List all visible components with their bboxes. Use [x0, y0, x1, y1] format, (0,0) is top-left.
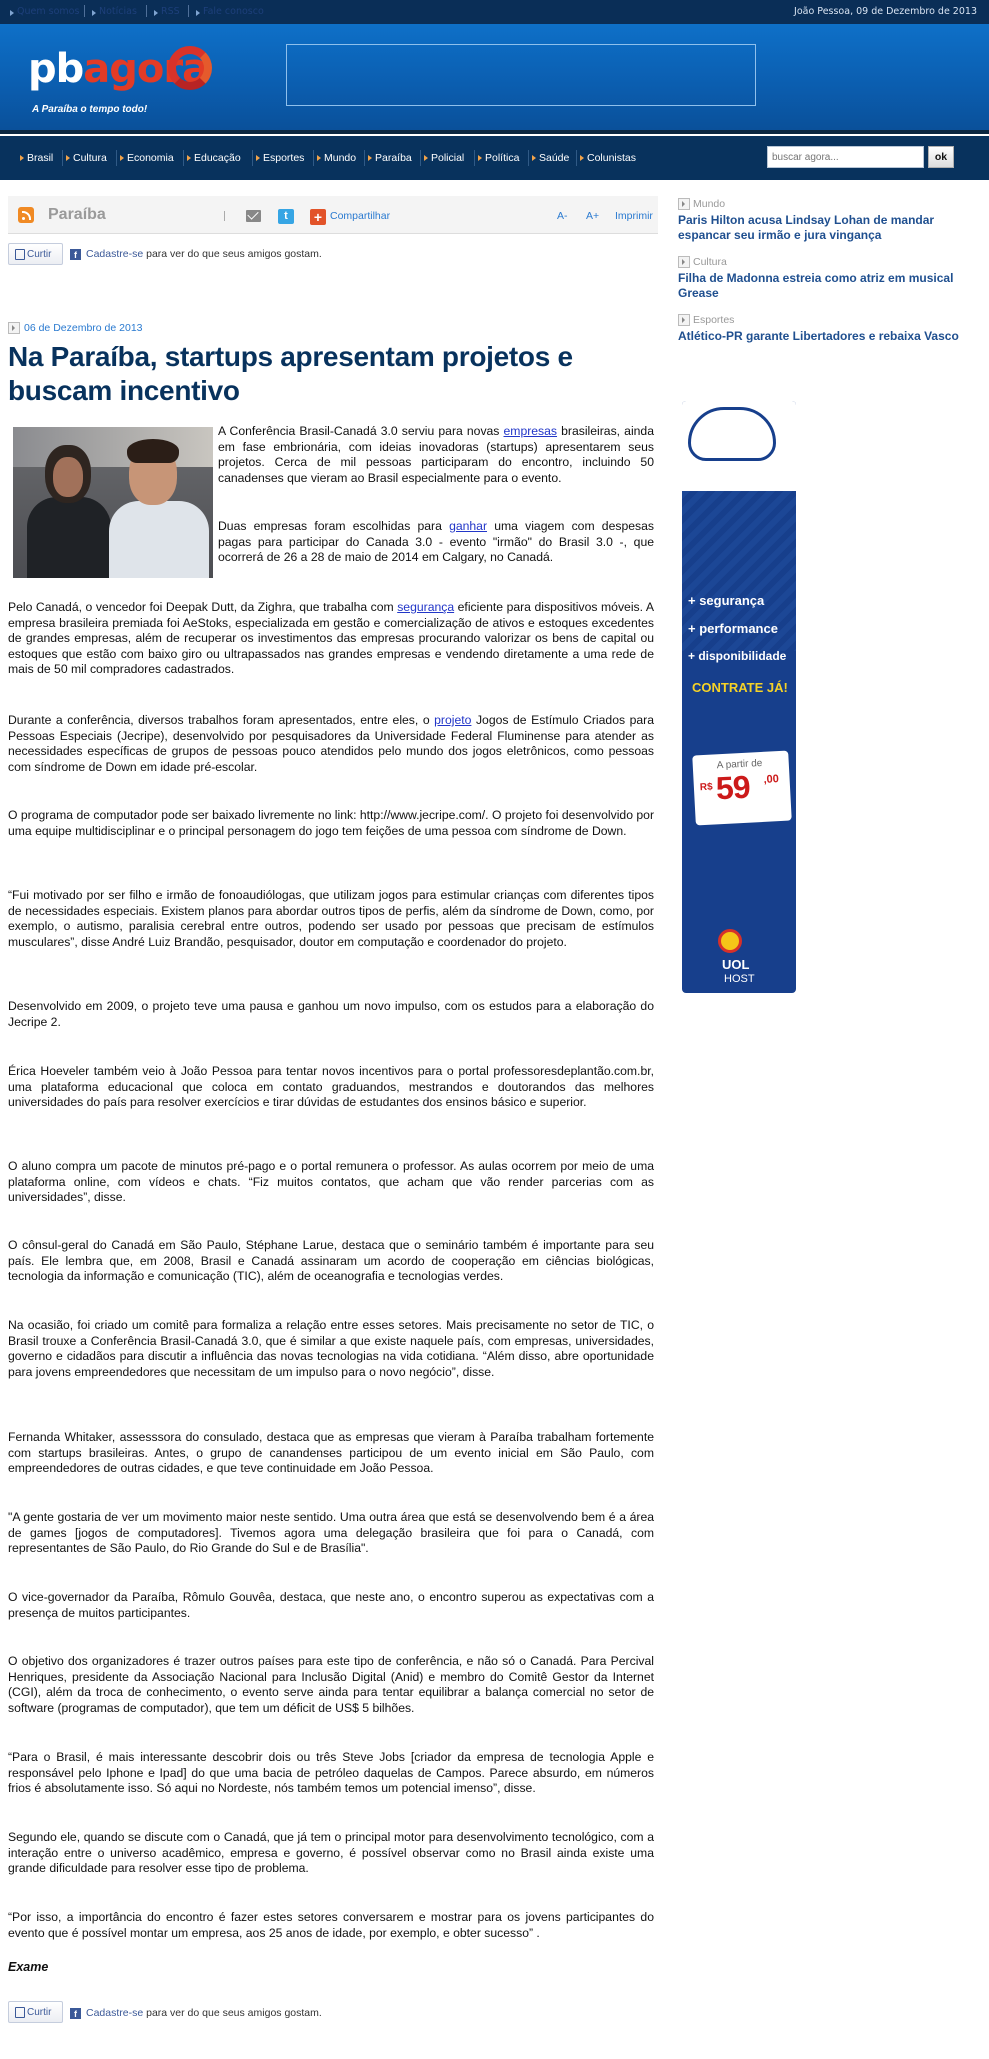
- banner: [0, 24, 989, 134]
- topbar-link-fale-conosco[interactable]: Fale conosco: [196, 6, 264, 17]
- nav-item-colunistas[interactable]: Colunistas: [580, 152, 636, 164]
- sidebar-news-item: [678, 314, 978, 344]
- divider: [528, 150, 529, 166]
- section-toolbar: [8, 196, 658, 234]
- nav-item-esportes[interactable]: Esportes: [256, 152, 304, 164]
- nav-item-policial[interactable]: Policial: [424, 152, 464, 164]
- article-paragraph: Na ocasião, foi criado um comitê para formaliza a relação entre esses setores. Mais precisamente no setor de TIC, o Brasil trouxe a Conferência Brasil-Canadá 3.0, que é similar a que existe naquele país, com empresas, universidades, governo e cidadãos para discutir a influência das novas tecnologias na vida cotidiana. “Além disso, abre oportunidade para jovens empreendedores que necessitam de um impulso para o novo negócio”, disse.: [8, 1318, 654, 1379]
- inline-link-ganhar[interactable]: ganhar: [449, 519, 488, 533]
- facebook-icon: f: [70, 249, 81, 260]
- article-headline: Na Paraíba, startups apresentam projetos e buscam incentivo: [8, 341, 573, 406]
- twitter-icon[interactable]: t: [278, 209, 294, 224]
- article-paragraph: “Fui motivado por ser filho e irmão de fonoaudiólogas, que utilizam jogos para estimular crianças com diferentes tipos de necessidades especiais. Existem planos para abordar outros tipos de perfis, além da síndrome de Down, como, por exemplo, o autismo, paralisia cerebral entre outros, podendo ser usado por pessoas que precisam de estímulos musculares”, disse André Luiz Brandão, pesquisador, doutor em computação e coordenador do projeto.: [8, 888, 654, 949]
- rss-icon[interactable]: [18, 207, 34, 223]
- sidebar-news-category[interactable]: Esportes: [678, 314, 978, 326]
- top-bar: [0, 0, 989, 24]
- addthis-plus-icon[interactable]: +: [310, 209, 326, 225]
- inline-link-empresas[interactable]: empresas: [503, 424, 558, 438]
- nav-item-brasil[interactable]: Brasil: [20, 152, 53, 164]
- facebook-signup-text-bottom: f Cadastre-se para ver do que seus amigos gostam.: [70, 2007, 322, 2019]
- share-link[interactable]: Compartilhar: [330, 210, 391, 222]
- divider: [84, 5, 85, 17]
- topbar-link-noticias[interactable]: Notícias: [92, 6, 137, 17]
- site-logo[interactable]: [28, 38, 258, 118]
- current-date: João Pessoa, 09 de Dezembro de 2013: [794, 6, 977, 17]
- nav-item-economia[interactable]: Economia: [120, 152, 174, 164]
- article-paragraph: O cônsul-geral do Canadá em São Paulo, Stéphane Larue, destaca que o seminário também é importante para seu país. Ele lembra que, em 2008, Brasil e Canadá assinaram um acordo de cooperação em ciências biológicas, tecnologia da informação e comunicação (TIC), além de oceanografia e tecnologias verdes.: [8, 1238, 654, 1284]
- divider: [116, 150, 117, 166]
- divider: [364, 150, 365, 166]
- article-paragraph: O objetivo dos organizadores é trazer outros países para este tipo de conferência, e não só o Canadá. Para Percival Henriques, presidente da Associação Nacional para Inclusão Digital (Anid) e membro do Comitê Gestor da Internet (CGI), além da troca de conhecimento, o evento serve ainda para tentar equilibrar a balança comercial no setor de software (programas de computador), que tem um déficit de US$ 5 bilhões.: [8, 1654, 654, 1715]
- article-source: Exame: [8, 1960, 49, 1974]
- logo-wordmark: pbagora: [28, 46, 209, 92]
- sidebar-news-item: [678, 198, 978, 243]
- article-paragraph: O programa de computador pode ser baixado livremente no link: http://www.jecripe.com/. O projeto foi desenvolvido por uma equipe multidisciplinar e o principal personagem do jogo tem feições de uma pessoa com síndrome de Down.: [8, 808, 654, 838]
- ad-brand: UOL: [722, 957, 750, 972]
- sidebar-news-category[interactable]: Cultura: [678, 256, 978, 268]
- facebook-like-button-bottom[interactable]: Curtir: [8, 2001, 63, 2023]
- article-paragraph: O vice-governador da Paraíba, Rômulo Gouvêa, destaca, que neste ano, o encontro superou as expectativas com a presença de muitos participantes.: [8, 1590, 654, 1620]
- nav-item-politica[interactable]: Política: [478, 152, 519, 164]
- facebook-signup-link[interactable]: Cadastre-se: [86, 248, 144, 260]
- uol-host-ad[interactable]: [682, 401, 796, 993]
- article-paragraph: A Conferência Brasil-Canadá 3.0 serviu para novas empresas brasileiras, ainda em fase embrionária, com ideias inovadoras (startups) apresentarem seus projetos. Cerca de mil pessoas participaram do encontro, incluindo 50 canadenses que vieram ao Brasil especialmente para o evento.: [218, 424, 654, 485]
- ad-cta[interactable]: CONTRATE JÁ!: [692, 680, 788, 695]
- article-photo: [13, 427, 213, 578]
- divider: [420, 150, 421, 166]
- topbar-link-rss[interactable]: RSS: [154, 6, 180, 17]
- article-paragraph: Érica Hoeveler também veio à João Pessoa para tentar novos incentivos para o portal professoresdeplantão.com.br, uma plataforma educacional que coloca em contato graduandos, mestrandos e doutorandos das melhores universidades do país para resolver exercícios e tirar dúvidas de estudantes dos ensinos básico e superior.: [8, 1064, 654, 1110]
- ad-feature: + performance: [688, 621, 778, 636]
- article-paragraph: “Por isso, a importância do encontro é fazer estes setores conversarem e mostrar para os jovens participantes do evento que é possível montar um empresa, aos 25 anos de idade, por exemplo, e obter sucesso” .: [8, 1910, 654, 1940]
- divider: [188, 5, 189, 17]
- cloud-icon: [682, 401, 796, 491]
- article-paragraph: Duas empresas foram escolhidas para ganhar uma viagem com despesas pagas para participar do Canada 3.0 - evento "irmão" do Brasil 3.0 -, que ocorrerá de 26 a 28 de maio de 2014 em Calgary, no Canadá.: [218, 519, 654, 565]
- uol-logo-icon: [718, 929, 742, 953]
- logo-globe-icon: [168, 46, 212, 90]
- article-paragraph: Fernanda Whitaker, assesssora do consulado, destaca que as empresas que vieram à Paraíba trabalham fortemente com startups brasileiras. Antes, o grupo de canandenses participou de um evento inicial em São Paulo, com empreendedores de outras cidades, e que teve continuidade em João Pessoa.: [8, 1430, 654, 1476]
- article-paragraph: Pelo Canadá, o vencedor foi Deepak Dutt, da Zighra, que trabalha com segurança eficiente para dispositivos móveis. A empresa brasileira premiada foi AeStoks, especializada em gestão e comercialização de ativos e estoques excedentes de grandes empresas, além de recuperar os investimentos das empresas procurando valorizar os bens de capital ou estoques que estão com baixo giro ou ultrapassados nas grandes empresas e vendendo diretamente a uma rede de mais de 50 mil compradores cadastrados.: [8, 600, 654, 677]
- divider: [252, 150, 253, 166]
- facebook-signup-text: f Cadastre-se para ver do que seus amigos gostam.: [70, 248, 322, 260]
- sidebar-news-item: [678, 256, 978, 301]
- nav-item-paraiba[interactable]: Paraíba: [368, 152, 412, 164]
- topbar-link-quem-somos[interactable]: Quem somos: [10, 6, 79, 17]
- ad-feature: + segurança: [688, 593, 765, 608]
- ad-feature: + disponibilidade: [688, 649, 787, 663]
- nav-item-saude[interactable]: Saúde: [532, 152, 569, 164]
- article-paragraph: O aluno compra um pacote de minutos pré-pago e o portal remunera o professor. As aulas ocorrem por meio de uma plataforma online, com vídeos e chats. “Fiz muitos contatos, que acham que vão render parcerias com as universidades”, disse.: [8, 1159, 654, 1205]
- ad-price-card: A partir de R$ 59 ,00: [692, 751, 792, 826]
- facebook-signup-link[interactable]: Cadastre-se: [86, 2007, 144, 2019]
- inline-link-projeto[interactable]: projeto: [434, 713, 472, 727]
- search-input[interactable]: [767, 146, 924, 168]
- site-header: [0, 0, 989, 170]
- search-button[interactable]: ok: [928, 146, 954, 168]
- font-increase-button[interactable]: A+: [586, 210, 600, 222]
- divider: [62, 150, 63, 166]
- article-paragraph: Durante a conferência, diversos trabalhos foram apresentados, entre eles, o projeto Jogos de Estímulo Criados para Pessoas Especiais (Jecripe), desenvolvido por pesquisadores da Universidade Federal Fluminense para atender as necessidades específicas de grupos de pessoas pouco atendidos pelo mundo dos jogos eletrônicos, como pessoas com síndrome de Down em idade pré-escolar.: [8, 713, 655, 774]
- inline-link-seguranca[interactable]: segurança: [397, 600, 455, 614]
- divider: [146, 5, 147, 17]
- article-paragraph: Segundo ele, quando se discute com o Canadá, que já tem o principal motor para desenvolvimento tecnológico, com a interação entre o universo acadêmico, empresa e governo, é possível observar como no Brasil ainda existe uma grande dificuldade para resolver esse tipo de problema.: [8, 1830, 654, 1876]
- facebook-like-button[interactable]: Curtir: [8, 243, 63, 265]
- font-decrease-button[interactable]: A-: [557, 210, 568, 222]
- nav-item-mundo[interactable]: Mundo: [317, 152, 356, 164]
- nav-item-cultura[interactable]: Cultura: [66, 152, 107, 164]
- logo-tagline: A Paraíba o tempo todo!: [32, 104, 148, 115]
- sidebar-news-headline[interactable]: Filha de Madonna estreia como atriz em musical Grease: [678, 271, 954, 300]
- divider: [224, 211, 225, 221]
- divider: [474, 150, 475, 166]
- print-link[interactable]: Imprimir: [615, 210, 653, 222]
- article-date: 06 de Dezembro de 2013: [8, 322, 143, 334]
- article-paragraph: "A gente gostaria de ver um movimento maior neste sentido. Uma outra área que está se desenvolvendo bem é a área de games [jogos de computadores]. Tivemos agora uma delegação brasileira que foi para o Canadá, com representantes de São Paulo, do Rio Grande do Sul e de Brasília".: [8, 1510, 654, 1556]
- divider: [183, 150, 184, 166]
- ad-brand-sub: HOST: [724, 973, 755, 985]
- section-title: Paraíba: [48, 206, 106, 223]
- email-icon[interactable]: [246, 210, 261, 222]
- nav-item-educacao[interactable]: Educação: [187, 152, 241, 164]
- divider: [576, 150, 577, 166]
- banner-ad-slot[interactable]: [286, 44, 756, 106]
- article-paragraph: “Para o Brasil, é mais interessante descobrir dois ou três Steve Jobs [criador da empresa de tecnologia Apple e responsável pelo Iphone e Ipad] do que uma bacia de petróleo daquelas de Campos. Parece absurdo, em números frios é absolutamente isso. Só aqui no Nordeste, nós também temos um potencial imenso”, disse.: [8, 1750, 654, 1796]
- sidebar-news-category[interactable]: Mundo: [678, 198, 978, 210]
- sidebar-news-headline[interactable]: Atlético-PR garante Libertadores e rebaixa Vasco: [678, 329, 959, 343]
- article-paragraph: Desenvolvido em 2009, o projeto teve uma pausa e ganhou um novo impulso, com os estudos para a elaboração do Jecripe 2.: [8, 999, 654, 1029]
- divider: [313, 150, 314, 166]
- facebook-icon: f: [70, 2008, 81, 2019]
- sidebar-news-headline[interactable]: Paris Hilton acusa Lindsay Lohan de mandar espancar seu irmão e jura vingança: [678, 213, 935, 242]
